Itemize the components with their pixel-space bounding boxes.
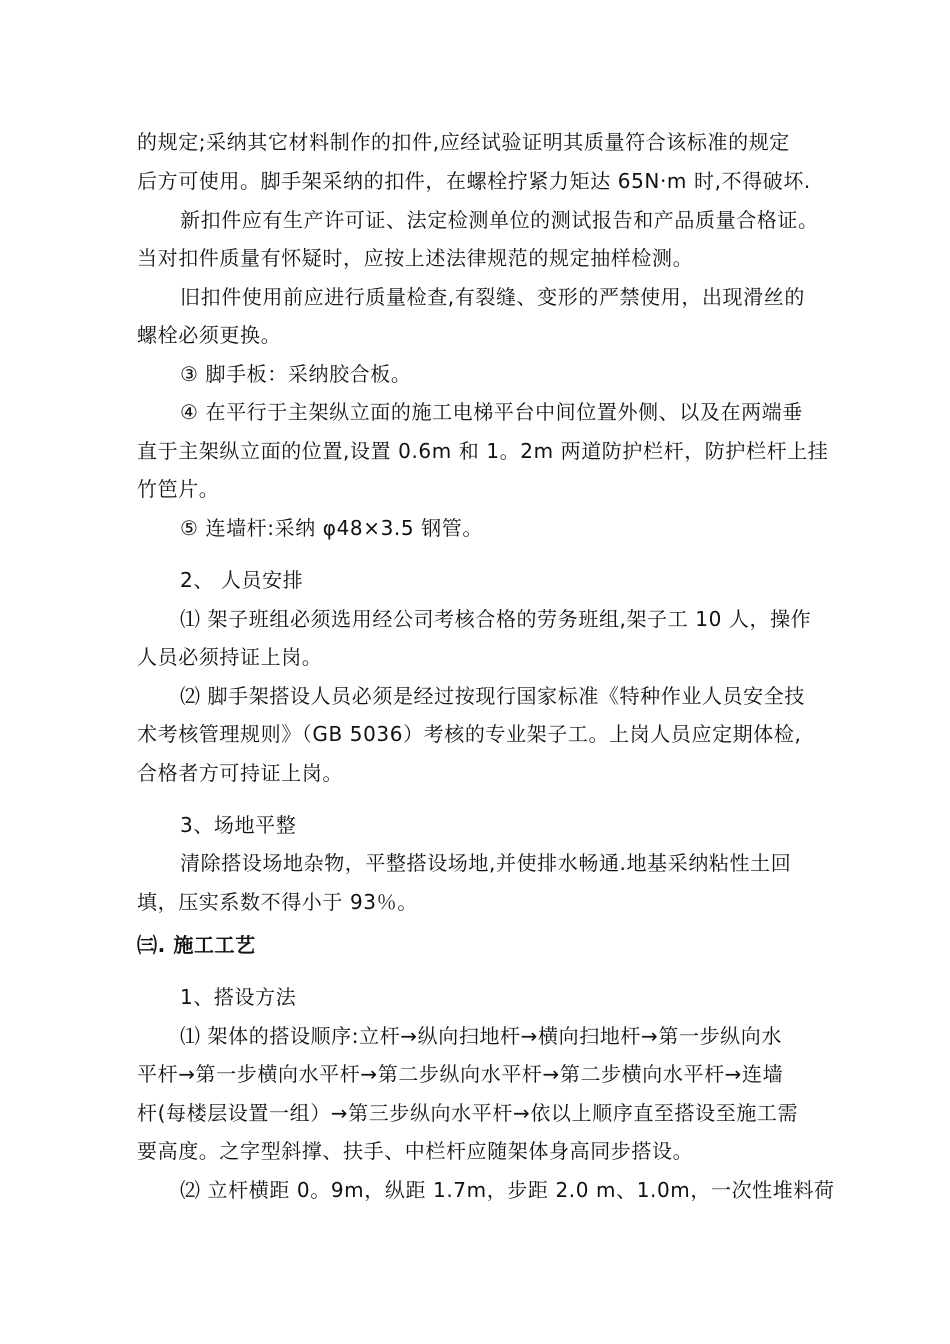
paragraph-line: 新扣件应有生产许可证、法定检测单位的测试报告和产品质量合格证。 bbox=[180, 208, 819, 232]
chapter-heading: ㈢. 施工工艺 bbox=[137, 933, 256, 957]
section-heading: 1、搭设方法 bbox=[180, 985, 297, 1009]
list-item: ⑵ 脚手架搭设人员必须是经过按现行国家标准《特种作业人员安全技 bbox=[180, 684, 805, 708]
paragraph-line: 填，压实系数不得小于 93％。 bbox=[137, 890, 418, 914]
paragraph-line: 当对扣件质量有怀疑时，应按上述法律规范的规定抽样检测。 bbox=[137, 246, 694, 270]
paragraph-line: 后方可使用。脚手架采纳的扣件，在螺栓拧紧力矩达 65N·m 时,不得破坏. bbox=[137, 169, 811, 193]
paragraph-line: 竹笆片。 bbox=[137, 477, 220, 501]
paragraph-line: 的规定;采纳其它材料制作的扣件,应经试验证明其质量符合该标准的规定 bbox=[137, 130, 790, 154]
paragraph-line: 人员必须持证上岗。 bbox=[137, 645, 323, 669]
paragraph-line: 术考核管理规则》（GB 5036）考核的专业架子工。上岗人员应定期体检, bbox=[137, 722, 802, 746]
paragraph-line: 要高度。之字型斜撑、扶手、中栏杆应随架体身高同步搭设。 bbox=[137, 1139, 694, 1163]
list-item: ⑴ 架子班组必须选用经公司考核合格的劳务班组,架子工 10 人，操作 bbox=[180, 607, 812, 631]
list-item: ③ 脚手板：采纳胶合板。 bbox=[180, 362, 412, 386]
paragraph-line: 螺栓必须更换。 bbox=[137, 323, 282, 347]
section-heading: 2、 人员安排 bbox=[180, 568, 304, 592]
list-item: ⑴ 架体的搭设顺序:立杆→纵向扫地杆→横向扫地杆→第一步纵向水 bbox=[180, 1024, 782, 1048]
list-item: ⑤ 连墙杆:采纳 φ48×3.5 钢管。 bbox=[180, 516, 483, 540]
list-item: ④ 在平行于主架纵立面的施工电梯平台中间位置外侧、以及在两端垂 bbox=[180, 400, 803, 424]
paragraph-line: 直于主架纵立面的位置,设置 0.6m 和 1。2m 两道防护栏杆，防护栏杆上挂 bbox=[137, 439, 829, 463]
list-item: ⑵ 立杆横距 0。9m，纵距 1.7m，步距 2.0 m、1.0m，一次性堆料荷 bbox=[180, 1178, 835, 1202]
section-heading: 3、场地平整 bbox=[180, 813, 297, 837]
paragraph-line: 平杆→第一步横向水平杆→第二步纵向水平杆→第二步横向水平杆→连墙 bbox=[137, 1062, 784, 1086]
paragraph-line: 合格者方可持证上岗。 bbox=[137, 761, 343, 785]
paragraph-line: 杆(每楼层设置一组）→第三步纵向水平杆→依以上顺序直至搭设至施工需 bbox=[137, 1101, 799, 1125]
paragraph-line: 旧扣件使用前应进行质量检查,有裂缝、变形的严禁使用，出现滑丝的 bbox=[180, 285, 805, 309]
paragraph-line: 清除搭设场地杂物，平整搭设场地,并使排水畅通.地基采纳粘性土回 bbox=[180, 851, 792, 875]
